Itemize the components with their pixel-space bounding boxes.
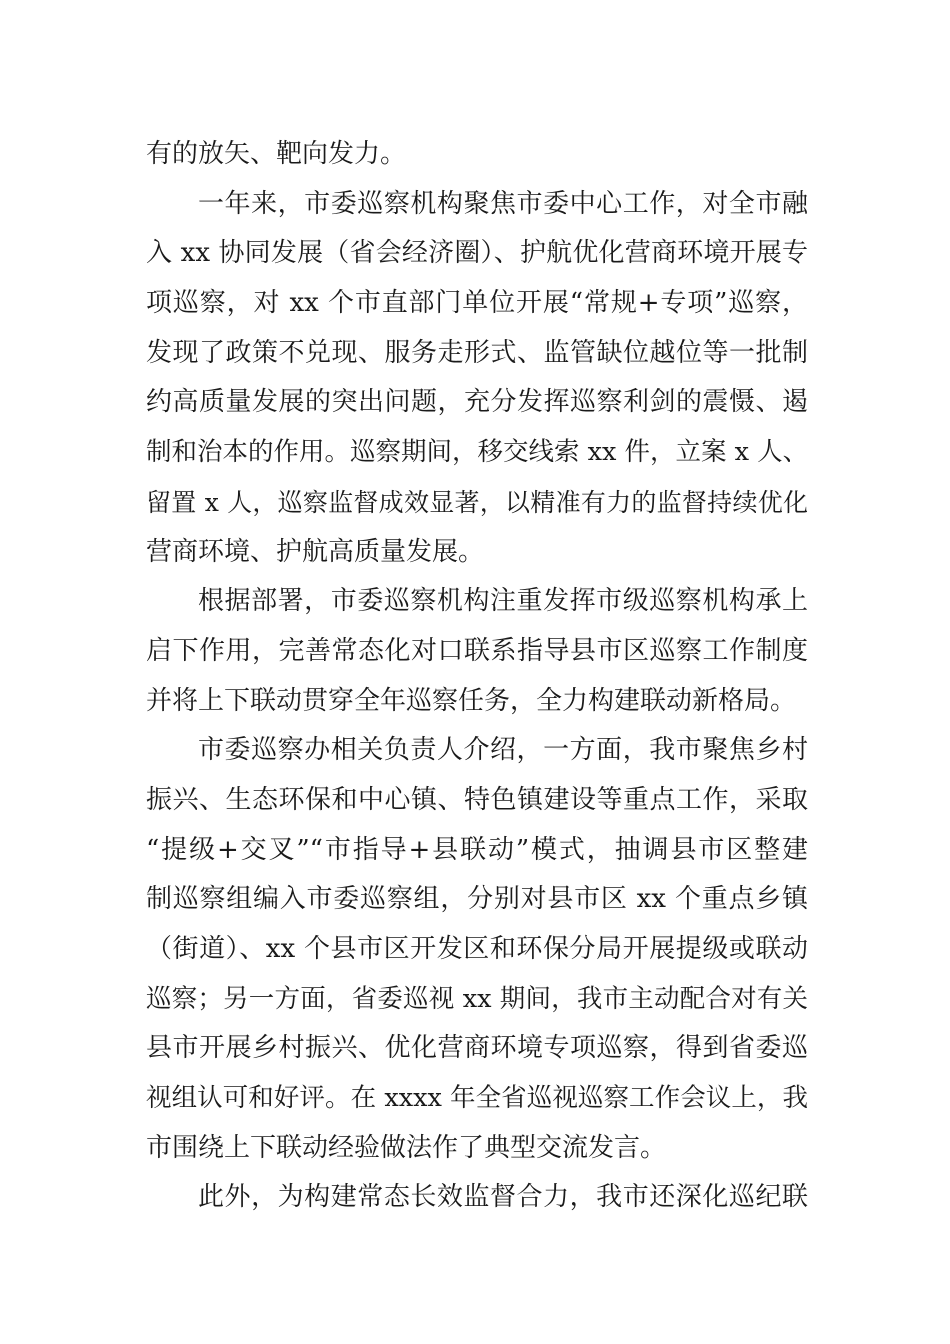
text-line: 有的放矢、靶向发力。 [146,139,407,169]
text-line: 巡察；另一方面，省委巡视 xx 期间，我市主动配合对有关 [146,983,808,1014]
text-line: “提级+交叉”“市指导+县联动”模式，抽调县市区整建 [146,834,808,865]
text-line: 县市开展乡村振兴、优化营商环境专项巡察，得到省委巡 [146,1033,808,1064]
text-line: 营商环境、护航高质量发展。 [146,536,485,567]
text-line: 视组认可和好评。在 xxxx 年全省巡视巡察工作会议上，我 [146,1083,808,1114]
text-line: 并将上下联动贯穿全年巡察任务，全力构建联动新格局。 [146,685,797,716]
text-line: （街道）、xx 个县市区开发区和环保分局开展提级或联动 [146,934,808,964]
text-line: 留置 x 人，巡察监督成效显著，以精准有力的监督持续优化 [146,487,808,517]
text-line: 入 xx 协同发展（省会经济圈）、护航优化营商环境开展专 [146,238,808,269]
text-line: 约高质量发展的突出问题，充分发挥巡察利剑的震慑、遏 [146,387,808,418]
text-line: 制和治本的作用。巡察期间，移交线索 xx 件，立案 x 人、 [146,437,809,468]
text-line: 市围绕上下联动经验做法作了典型交流发言。 [146,1132,667,1163]
text-line: 制巡察组编入市委巡察组，分别对县市区 xx 个重点乡镇 [146,884,808,915]
document-body [146,130,808,1223]
text-line: 根据部署，市委巡察机构注重发挥市级巡察机构承上 [198,586,808,617]
text-line: 市委巡察办相关负责人介绍，一方面，我市聚焦乡村 [198,735,808,766]
text-line: 发现了政策不兑现、服务走形式、监管缺位越位等一批制 [146,337,808,368]
text-line: 一年来，市委巡察机构聚焦市委中心工作，对全市融 [198,188,808,219]
text-line: 振兴、生态环保和中心镇、特色镇建设等重点工作，采取 [146,784,808,815]
text-line: 此外，为构建常态长效监督合力，我市还深化巡纪联 [198,1182,808,1213]
text-line: 启下作用，完善常态化对口联系指导县市区巡察工作制度 [146,635,808,666]
text-line: 项巡察，对 xx 个市直部门单位开展“常规+专项”巡察， [146,288,808,319]
